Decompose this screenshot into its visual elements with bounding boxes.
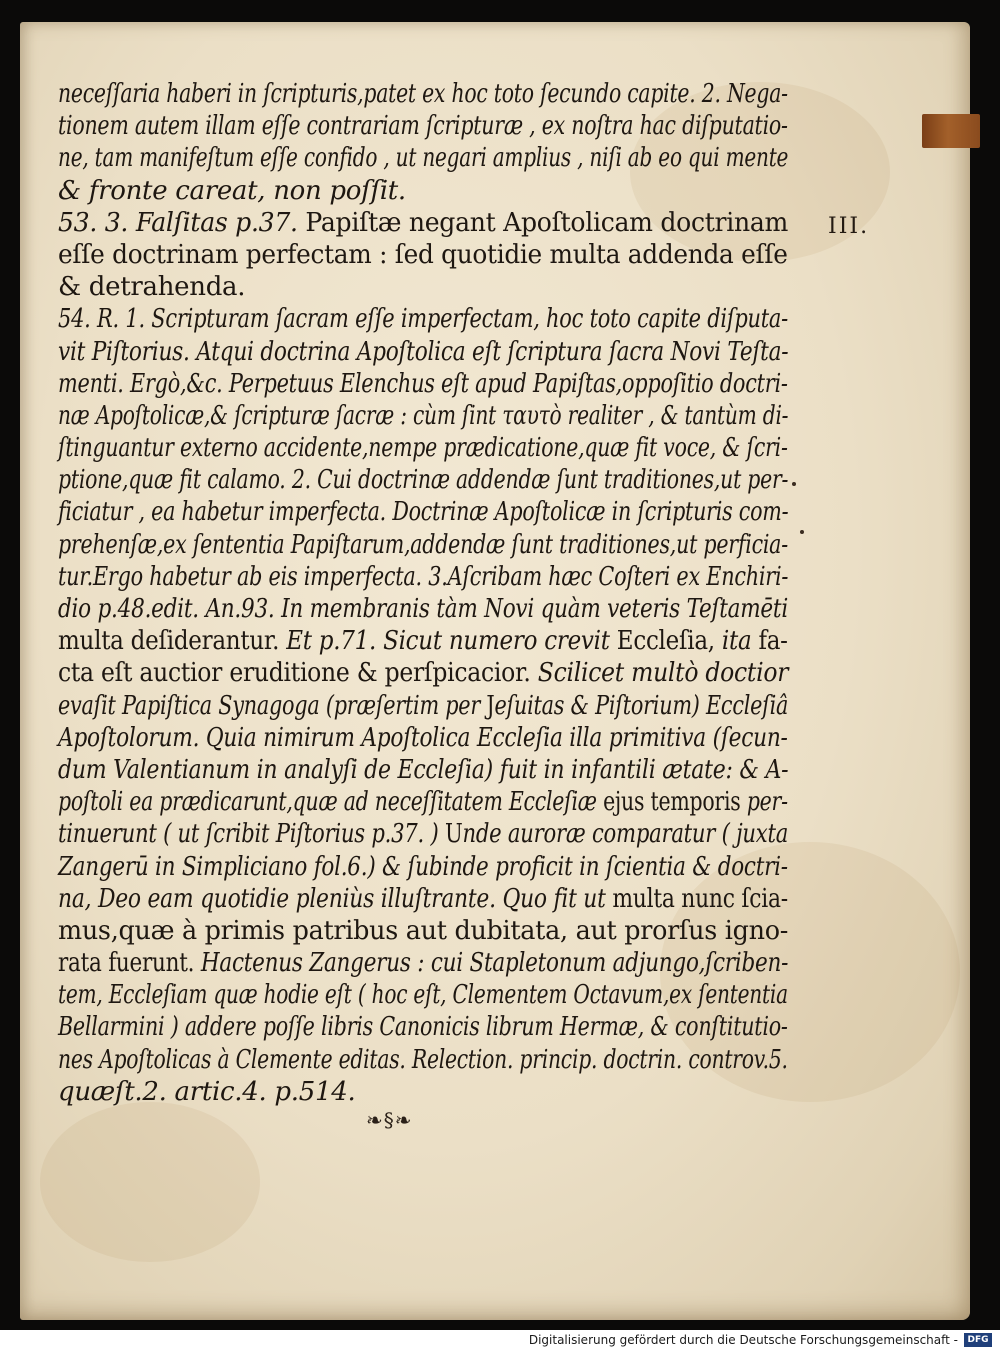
text-line: [58, 303, 789, 335]
text-line: [58, 400, 789, 432]
dfg-logo: DFG: [964, 1333, 992, 1347]
text-segment: & fronte careat, non poſſit.: [58, 175, 406, 206]
text-line: [58, 432, 788, 464]
text-segment: multa nunc ſcia-: [612, 883, 788, 914]
text-line: [58, 883, 788, 915]
text-segment: 54. R. 1. Scripturam ſacram eſſe imperfectam, hoc toto capite diſputa-: [58, 304, 789, 335]
page-tab-marker: [922, 114, 980, 148]
text-segment: ptione,quæ fit calamo. 2. Cui doctrinæ addendæ ſunt traditiones,ut per-: [58, 465, 789, 496]
text-line: [58, 979, 788, 1011]
text-line: [58, 271, 788, 303]
text-segment: Zangerū in Simpliciano fol.6.) & ſubinde proficit in ſcientia & doctri-: [58, 851, 788, 882]
margin-mark: [792, 482, 796, 486]
text-line: [58, 625, 788, 657]
text-line: [58, 1044, 788, 1076]
text-line: [58, 496, 789, 528]
text-segment: & detrahenda.: [58, 272, 246, 303]
text-segment: ſtinguantur externo accidente,nempe prædicatione,quæ fit voce, & ſcri-: [58, 433, 788, 464]
text-segment: Bellarmini ) addere poſſe libris Canonicis librum Hermæ, & conſtitutio-: [58, 1012, 788, 1043]
text-segment: nes Apoſtolicas à Clemente editas. Relection. princip. doctrin. controv.5.: [58, 1044, 788, 1075]
text-line: [58, 690, 789, 722]
text-segment: mus,quæ à primis patribus aut dubitata, aut prorſus igno-: [58, 915, 789, 946]
margin-mark: [800, 530, 804, 534]
text-line: [58, 657, 789, 689]
text-segment: poſtoli ea prædicarunt,quæ ad neceſſitatem Eccleſiæ: [58, 787, 604, 818]
text-line: [58, 175, 788, 207]
text-segment: næ Apoſtolicæ,& ſcripturæ ſacræ : cùm ſint ταυτὸ realiter , & tantùm di-: [58, 400, 789, 431]
text-line: [58, 239, 788, 271]
text-segment: rata fuerunt.: [58, 948, 201, 979]
text-line: [58, 722, 788, 754]
text-segment: ficiatur , ea habetur imperfecta. Doctrinæ Apoſtolicæ in ſcripturis com-: [58, 497, 789, 528]
printer-ornament: ❧§❧: [366, 1108, 413, 1132]
text-line: [58, 561, 789, 593]
text-segment: cta eſt auctior eruditione & perſpicacior.: [58, 658, 538, 689]
text-segment: dio p.48.edit. An.93. In membranis tàm Novi quàm veteris Teſtamēti: [58, 594, 788, 624]
text-segment: tionem autem illam eſſe contrariam ſcripturæ , ex noſtra hac diſputatio-: [58, 111, 788, 142]
text-segment: tinuerunt ( ut ſcribit Piſtorius p.37. ): [58, 819, 445, 850]
text-line: [58, 786, 788, 818]
text-segment: Scilicet multò doctior: [537, 658, 789, 689]
text-segment: Eccleſia,: [616, 626, 722, 657]
text-line: [58, 1076, 788, 1108]
text-line: [58, 593, 788, 625]
text-line: [58, 207, 789, 239]
text-segment: fa-: [758, 626, 788, 657]
text-segment: tur.Ergo habetur ab eis imperfecta. 3.Aſcribam hæc Coſteri ex Enchiri-: [58, 561, 789, 592]
text-segment: evaſit Papiſtica Synagoga (præſertim per: [58, 690, 487, 721]
text-line: [58, 142, 789, 174]
text-segment: dum Valentianum in analyſi de Eccleſia) fuit in infantili ætate: & A-: [58, 754, 789, 785]
text-line: [58, 947, 789, 979]
text-segment: nde auroræ comparatur ( juxta: [462, 819, 789, 850]
text-segment: J: [486, 690, 495, 721]
text-line: [58, 368, 788, 400]
text-segment: Hactenus Zangerus : cui Stapletonum adjungo,ſcriben-: [200, 948, 789, 979]
text-segment: vit Piſtorius. Atqui doctrina Apoſtolica eſt ſcriptura ſacra Novi Teſta-: [58, 336, 789, 367]
text-segment: eſſe doctrinam perfectam : ſed quotidie multa addenda eſſe: [58, 239, 788, 270]
text-segment: 53. 3. Falſitas p.37.: [58, 207, 306, 238]
text-segment: U: [444, 819, 463, 850]
text-segment: menti. Ergò,&c. Perpetuus Elenchus eſt apud Papiſtas,oppoſitio doctri-: [58, 368, 788, 399]
text-segment: neceſſaria haberi in ſcripturis,patet ex hoc toto ſecundo capite. 2. Nega-: [58, 79, 788, 109]
text-segment: Et p.71. Sicut numero crevit: [286, 626, 617, 657]
text-segment: tem, Eccleſiam quæ hodie eſt ( hoc eſt, Clementem Octavum,ex ſententia: [58, 980, 788, 1011]
paper-stain: [40, 1102, 260, 1262]
margin-note: III.: [828, 214, 870, 239]
text-line: [58, 754, 789, 786]
text-segment: ita: [721, 626, 759, 657]
text-segment: ejus temporis: [603, 787, 747, 818]
text-segment: Papiſtæ negant Apoſtolicam doctrinam: [305, 207, 789, 238]
body-text: [58, 78, 788, 1108]
text-line: [58, 915, 789, 947]
funding-credit: Digitalisierung gefördert durch die Deutsche Forschungsgemeinschaft -: [528, 1333, 958, 1347]
text-segment: na, Deo eam quotidie pleniùs illuſtrante. Quo fit ut: [58, 883, 613, 914]
text-line: [58, 529, 788, 561]
text-line: [58, 851, 788, 883]
text-segment: quæſt.2. artic.4. p.514.: [58, 1076, 356, 1107]
text-segment: prehenſæ,ex ſententia Papiſtarum,addendæ ſunt traditiones,ut perficia-: [58, 529, 788, 560]
text-line: [58, 78, 788, 110]
text-line: [58, 110, 788, 142]
text-line: [58, 336, 789, 368]
text-line: [58, 1011, 788, 1043]
text-line: [58, 464, 789, 496]
text-line: [58, 818, 789, 850]
text-segment: Apoſtolorum. Quia nimirum Apoſtolica Eccleſia illa primitiva (ſecun-: [58, 722, 788, 753]
text-segment: per-: [746, 787, 788, 818]
text-segment: ne, tam manifeſtum eſſe confido , ut negari amplius , niſi ab eo qui mente: [58, 143, 789, 174]
text-segment: eſuitas & Piſtorium) Eccleſiâ: [494, 690, 789, 721]
text-segment: multa deſiderantur.: [58, 626, 287, 657]
